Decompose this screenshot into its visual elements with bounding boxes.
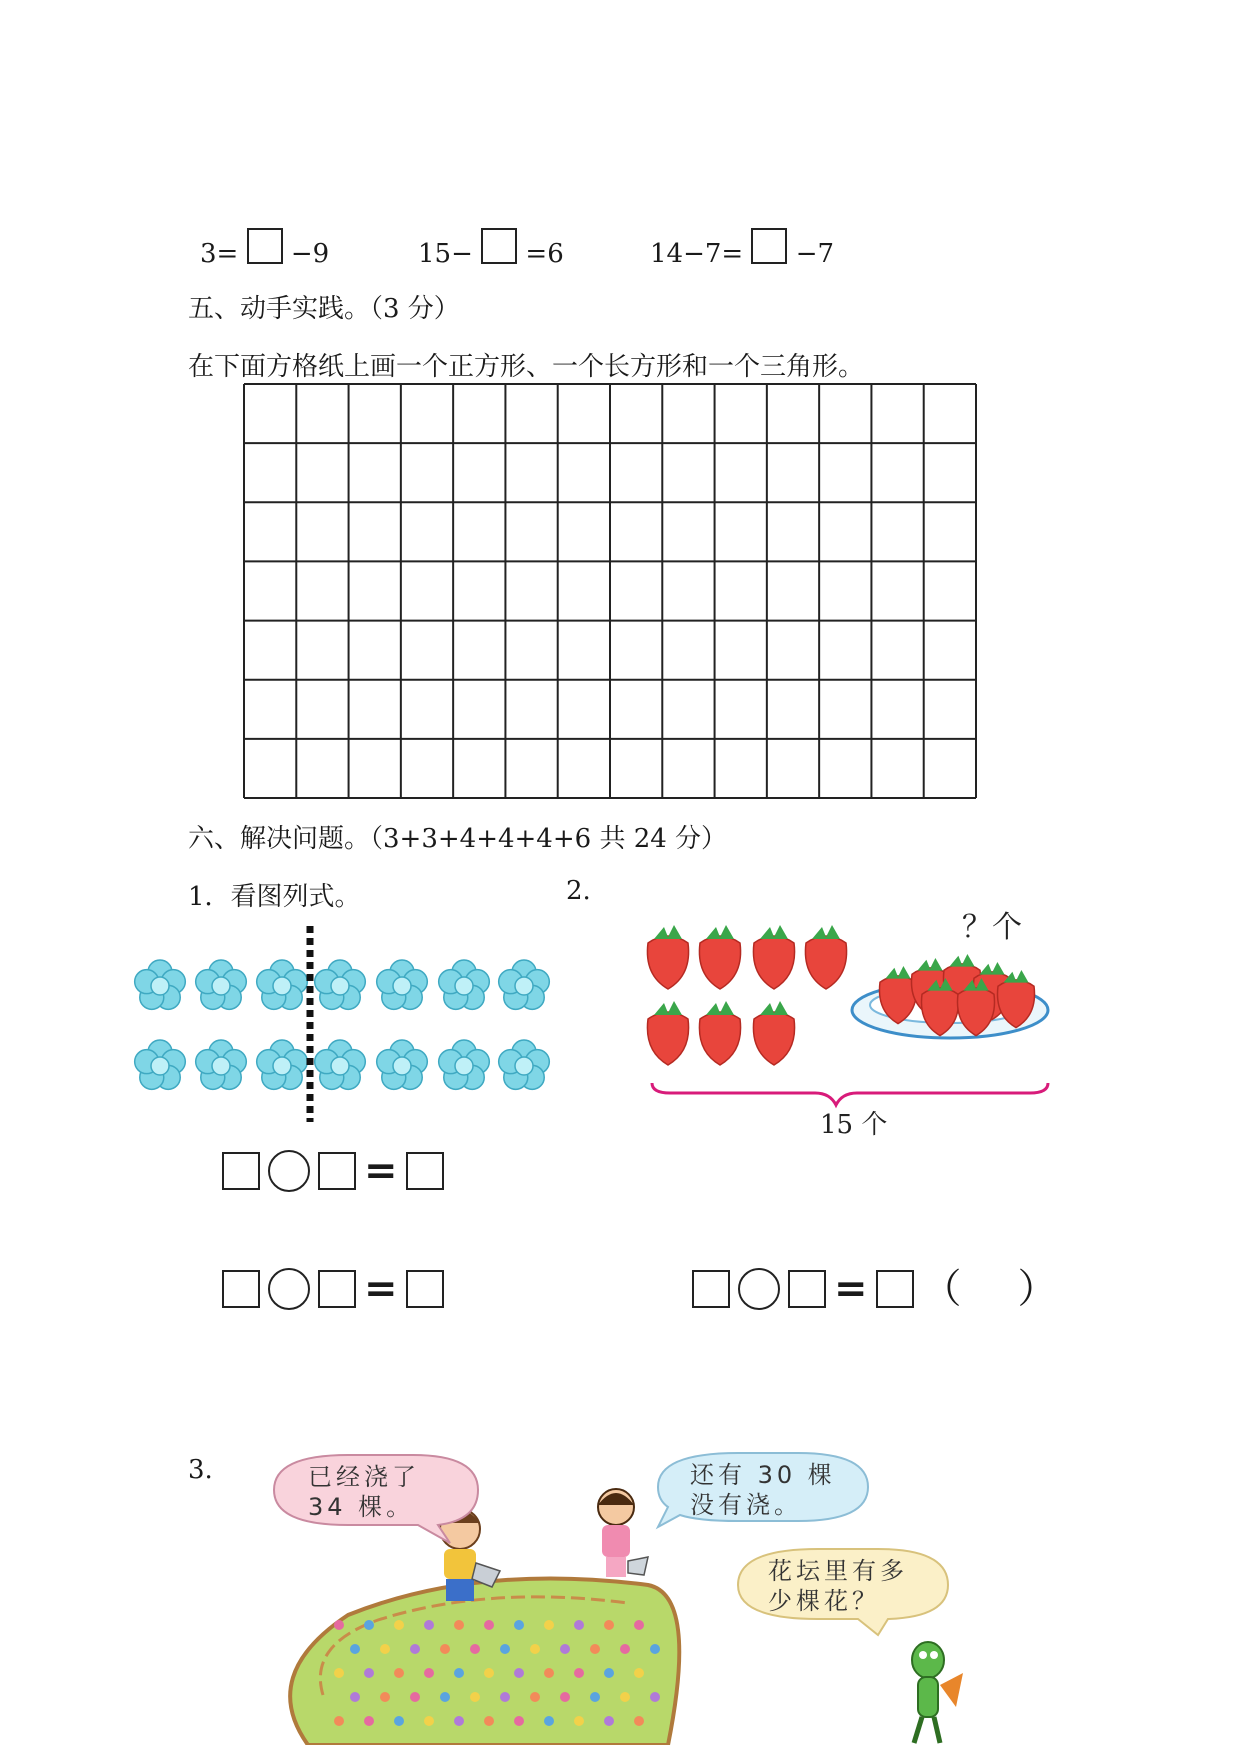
bed-flower-icon — [470, 1644, 480, 1654]
girl-figure — [598, 1489, 648, 1577]
bed-flower-icon — [634, 1668, 644, 1678]
flower-icon — [315, 1040, 366, 1089]
bed-flower-icon — [410, 1644, 420, 1654]
answer-box[interactable] — [247, 228, 283, 264]
flower-icon — [499, 1040, 550, 1089]
paren-close: ） — [1017, 1266, 1058, 1312]
bed-flower-icon — [394, 1716, 404, 1726]
q2-label: 2. — [566, 876, 591, 906]
equals-sign: = — [364, 1148, 398, 1194]
total-brace — [652, 1083, 1048, 1105]
answer-box[interactable] — [481, 228, 517, 264]
bed-flower-icon — [604, 1716, 614, 1726]
bed-flower-icon — [620, 1644, 630, 1654]
bed-flower-icon — [454, 1620, 464, 1630]
bed-flower-icon — [424, 1716, 434, 1726]
bubble-boy-line-2: 34 棵。 — [308, 1493, 415, 1521]
fill-blank-1-right: −9 — [290, 239, 330, 269]
bed-flower-icon — [484, 1716, 494, 1726]
bed-flower-icon — [634, 1716, 644, 1726]
bed-flower-icon — [544, 1620, 554, 1630]
flower-icon — [315, 960, 366, 1009]
bubble-girl-line-2: 没有浇。 — [690, 1491, 802, 1519]
q2-equation — [692, 1268, 1058, 1310]
bed-flower-icon — [544, 1668, 554, 1678]
bed-flower-icon — [380, 1644, 390, 1654]
strawberry-icon — [805, 925, 846, 989]
bed-flower-icon — [394, 1620, 404, 1630]
flower-icon — [377, 1040, 428, 1089]
flower-icon — [135, 960, 186, 1009]
strawberry-icon — [647, 925, 688, 989]
bed-flower-icon — [424, 1668, 434, 1678]
speech-bubble-girl — [658, 1453, 868, 1527]
flower-icon — [196, 960, 247, 1009]
bed-flower-icon — [334, 1668, 344, 1678]
bed-flower-icon — [364, 1620, 374, 1630]
equals-sign: = — [834, 1266, 868, 1312]
green-bug-figure — [912, 1642, 963, 1743]
bed-flower-icon — [574, 1620, 584, 1630]
question-mark-label: ？个 — [962, 910, 1022, 945]
flowerbed-illustration — [228, 1445, 1028, 1745]
bed-flower-icon — [380, 1692, 390, 1702]
operator-circle[interactable] — [268, 1150, 310, 1192]
operator-circle[interactable] — [268, 1268, 310, 1310]
answer-box[interactable] — [406, 1270, 444, 1308]
bed-flower-icon — [484, 1620, 494, 1630]
flower-icon — [196, 1040, 247, 1089]
bed-flower-icon — [544, 1716, 554, 1726]
bed-flower-icon — [514, 1620, 524, 1630]
fill-blank-1 — [200, 228, 329, 269]
bed-flower-icon — [350, 1692, 360, 1702]
bed-flower-icon — [470, 1692, 480, 1702]
flower-icon — [135, 1040, 186, 1089]
fill-blank-3 — [650, 228, 834, 269]
bed-flower-icon — [590, 1692, 600, 1702]
answer-box[interactable] — [692, 1270, 730, 1308]
bed-flower-icon — [574, 1668, 584, 1678]
q1-equation-1 — [222, 1150, 444, 1192]
strawberry-icon — [753, 1001, 794, 1065]
bed-flower-icon — [590, 1644, 600, 1654]
bed-flower-icon — [560, 1644, 570, 1654]
bubble-bug-line-1: 花坛里有多 — [768, 1557, 908, 1585]
flower-icon — [257, 1040, 308, 1089]
bed-flower-icon — [560, 1692, 570, 1702]
flower-icon — [377, 960, 428, 1009]
bed-flower-icon — [350, 1644, 360, 1654]
bed-flower-icon — [334, 1716, 344, 1726]
fill-blank-2-left: 15− — [418, 239, 473, 269]
bed-flower-icon — [364, 1716, 374, 1726]
bed-flower-icon — [440, 1692, 450, 1702]
bed-flower-icon — [500, 1644, 510, 1654]
section6-title: 六、解决问题。（3+3+4+4+4+6 共 24 分） — [188, 824, 728, 854]
answer-box[interactable] — [222, 1152, 260, 1190]
bed-flower-icon — [410, 1692, 420, 1702]
bed-flower-icon — [334, 1620, 344, 1630]
bubble-boy-line-1: 已经浇了 — [308, 1463, 420, 1491]
bed-flower-icon — [484, 1668, 494, 1678]
bed-flower-icon — [514, 1716, 524, 1726]
answer-box[interactable] — [788, 1270, 826, 1308]
bed-flower-icon — [394, 1668, 404, 1678]
answer-box[interactable] — [876, 1270, 914, 1308]
strawberry-icon — [753, 925, 794, 989]
flower-icon — [499, 960, 550, 1009]
fill-blank-1-left: 3= — [200, 239, 239, 269]
bed-flower-icon — [500, 1692, 510, 1702]
answer-box[interactable] — [318, 1152, 356, 1190]
bed-flower-icon — [364, 1668, 374, 1678]
answer-box[interactable] — [406, 1152, 444, 1190]
bed-flower-icon — [620, 1692, 630, 1702]
fill-blank-2 — [418, 228, 564, 269]
flower-icon — [257, 960, 308, 1009]
strawberry-icon — [699, 925, 740, 989]
fill-blank-3-right: −7 — [795, 239, 835, 269]
total-label: 15 个 — [820, 1110, 888, 1140]
section5-instruction: 在下面方格纸上画一个正方形、一个长方形和一个三角形。 — [188, 352, 865, 382]
flower-icon — [439, 960, 490, 1009]
bed-flower-icon — [650, 1692, 660, 1702]
bed-flower-icon — [454, 1716, 464, 1726]
answer-box[interactable] — [222, 1270, 260, 1308]
bed-flower-icon — [514, 1668, 524, 1678]
bed-flower-icon — [424, 1620, 434, 1630]
bed-flower-icon — [454, 1668, 464, 1678]
q3-label: 3. — [188, 1455, 213, 1485]
bed-flower-icon — [530, 1644, 540, 1654]
flowers-picture — [130, 924, 560, 1124]
equals-sign: = — [364, 1266, 398, 1312]
strawberry-icon — [647, 1001, 688, 1065]
bed-flower-icon — [650, 1644, 660, 1654]
strawberry-icon — [699, 1001, 740, 1065]
answer-box[interactable] — [318, 1270, 356, 1308]
strawberries-picture — [640, 905, 1100, 1145]
operator-circle[interactable] — [738, 1268, 780, 1310]
grid-paper[interactable] — [242, 382, 978, 800]
bed-flower-icon — [604, 1668, 614, 1678]
fill-blank-2-right: =6 — [525, 239, 564, 269]
paren-open: （ — [921, 1266, 962, 1312]
answer-box[interactable] — [751, 228, 787, 264]
fill-blank-3-left: 14−7= — [650, 239, 744, 269]
bubble-bug-line-2: 少棵花？ — [768, 1587, 880, 1615]
q1-label: 1．看图列式。 — [188, 882, 361, 912]
section5-title: 五、动手实践。（3 分） — [188, 294, 460, 324]
flower-icon — [439, 1040, 490, 1089]
bed-flower-icon — [634, 1620, 644, 1630]
speech-bubble-bug — [738, 1549, 948, 1635]
bed-flower-icon — [530, 1692, 540, 1702]
unit-blank[interactable] — [970, 1272, 1010, 1306]
bed-flower-icon — [574, 1716, 584, 1726]
bed-flower-icon — [604, 1620, 614, 1630]
q1-equation-2 — [222, 1268, 444, 1310]
bubble-girl-line-1: 还有 30 棵 — [690, 1461, 836, 1489]
bed-flower-icon — [440, 1644, 450, 1654]
